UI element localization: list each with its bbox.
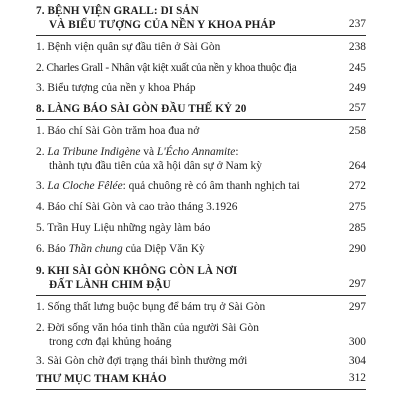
section-heading — [36, 102, 366, 116]
toc-entry-title: 6. Báo Thần chung của Diệp Văn Kỳ — [36, 243, 205, 255]
toc-entry-title: 2. La Tribune Indigène và L'Écho Annamite: — [36, 146, 239, 158]
section-divider — [36, 295, 366, 296]
toc-entry-title: 3. Biểu tượng của nền y khoa Pháp — [36, 82, 196, 94]
toc-entry-page: 275 — [348, 201, 366, 213]
publication-title: La Tribune Indigène — [47, 146, 141, 158]
toc-entry — [36, 354, 366, 368]
toc-entry-title: 1. Sống thất lưng buộc bụng để bám trụ ở Sài Gòn — [36, 301, 266, 313]
toc-entry-title: 3. Sài Gòn chờ đợi trạng thái bình thường mới — [36, 355, 248, 367]
toc-entry-title-cont: trong cơn đại khủng hoảng — [49, 336, 172, 348]
toc-entry — [36, 40, 366, 54]
publication-title: La Cloche Fêlée — [47, 180, 123, 192]
publication-title: Thần chung — [68, 243, 123, 255]
section-divider — [36, 35, 366, 36]
toc-entry-page: 300 — [348, 336, 366, 348]
toc-entry — [36, 179, 366, 193]
section-heading — [36, 4, 366, 32]
toc-entry-page: 264 — [348, 160, 366, 172]
toc-entry-page: 272 — [348, 180, 366, 192]
toc-entry-title: 5. Trần Huy Liệu những ngày làm báo — [36, 222, 211, 234]
toc-entry-title: 1. Báo chí Sài Gòn trăm hoa đua nở — [36, 125, 200, 137]
toc-section-bibliography — [36, 372, 366, 386]
toc-entry-page: 304 — [348, 355, 366, 367]
toc-entry-page: 258 — [348, 125, 366, 137]
section-heading — [36, 372, 366, 386]
toc-entry — [36, 61, 366, 75]
toc-entry-page: 297 — [348, 301, 366, 313]
toc-entry-title: 2. Đời sống văn hóa tinh thần của người Sài Gòn — [36, 322, 259, 334]
toc-section-7 — [36, 4, 366, 94]
toc-entry — [36, 300, 366, 314]
section-divider — [36, 389, 366, 390]
section-page-number: 257 — [348, 102, 366, 114]
toc-entry-title: 3. La Cloche Fêlée: quả chuông rè có âm thanh nghịch tai — [36, 180, 300, 192]
section-heading-line: 7. BỆNH VIỆN GRALL: DI SẢN — [36, 5, 199, 17]
toc-entry-title: 2. Charles Grall - Nhân vật kiệt xuất của nền y khoa thuộc địa — [36, 62, 297, 74]
section-heading-line: ĐẤT LÀNH CHIM ĐẬU — [49, 279, 171, 291]
toc-entry — [36, 124, 366, 138]
toc-entry-page: 290 — [348, 243, 366, 255]
toc-entry — [36, 242, 366, 256]
toc-entry — [36, 81, 366, 95]
toc-entry — [36, 200, 366, 214]
toc-entry-page: 238 — [348, 41, 366, 53]
section-page-number: 312 — [348, 372, 366, 384]
section-heading-line: 9. KHI SÀI GÒN KHÔNG CÒN LÀ NƠI — [36, 265, 238, 277]
section-heading — [36, 264, 366, 292]
section-page-number: 297 — [348, 278, 366, 290]
toc-entry-page: 245 — [348, 62, 366, 74]
toc-entry-page: 285 — [348, 222, 366, 234]
toc-entry-title-cont: thành tựu đầu tiên của xã hội dân sự ở Nam kỳ — [49, 160, 262, 172]
toc-section-8 — [36, 102, 366, 255]
publication-title: L'Écho Annamite — [156, 146, 236, 158]
toc-entry — [36, 145, 366, 173]
section-page-number: 237 — [348, 18, 366, 30]
toc-entry-page: 249 — [348, 82, 366, 94]
section-heading-line: VÀ BIỂU TƯỢNG CỦA NỀN Y KHOA PHÁP — [49, 19, 276, 31]
section-heading-line: 8. LÀNG BÁO SÀI GÒN ĐẦU THẾ KỶ 20 — [36, 103, 247, 115]
section-divider — [36, 119, 366, 120]
toc-entry — [36, 221, 366, 235]
section-heading-line: THƯ MỤC THAM KHẢO — [36, 373, 167, 385]
toc-entry-title: 1. Bệnh viện quân sự đầu tiên ở Sài Gòn — [36, 41, 221, 53]
toc-entry — [36, 321, 366, 349]
toc-section-9 — [36, 264, 366, 367]
toc-entry-title: 4. Báo chí Sài Gòn và cao trào tháng 3.1926 — [36, 201, 238, 213]
